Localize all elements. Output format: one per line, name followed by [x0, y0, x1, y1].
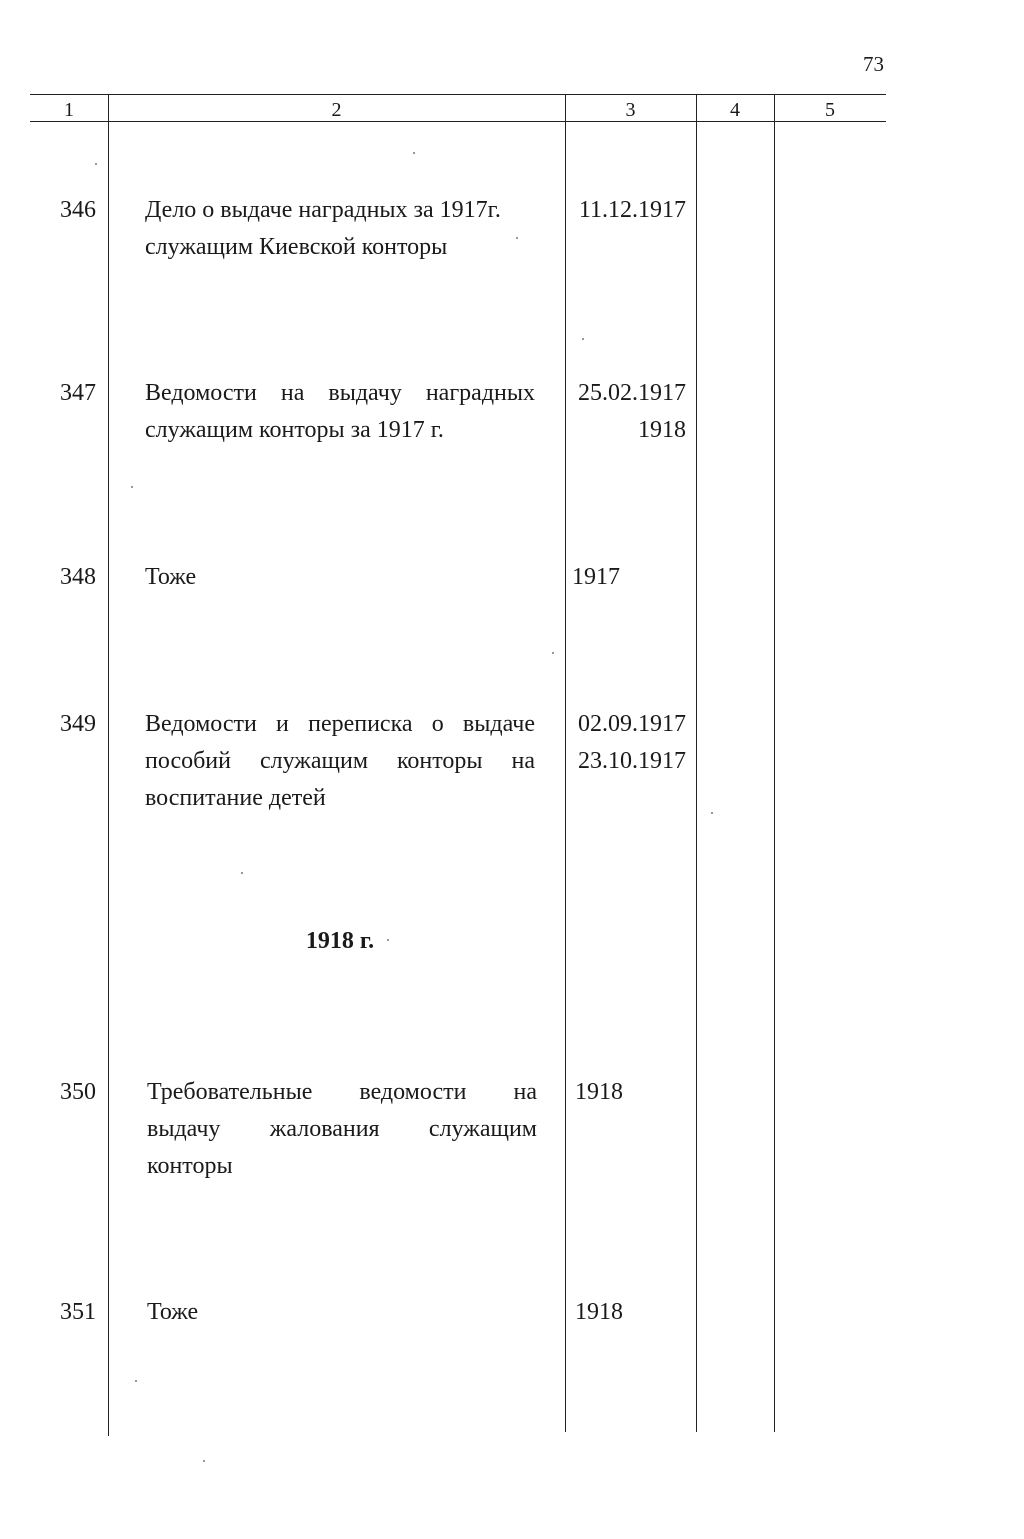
column-header-4: 4 — [730, 99, 740, 121]
row-description-351 — [147, 1294, 537, 1331]
row-dates-349 — [568, 706, 686, 780]
description-line: служащим конторы за 1917 г. — [145, 417, 444, 443]
row-number-349: 349 — [60, 711, 96, 737]
row-dates-347 — [568, 375, 686, 449]
scan-speck — [582, 338, 584, 340]
description-line: служащим Киевской конторы — [145, 234, 448, 260]
description-line: конторы — [147, 1153, 233, 1179]
row-number-351: 351 — [60, 1299, 96, 1325]
scan-speck — [135, 1380, 137, 1382]
description-line: Ведомости на выдачу наградных — [145, 380, 535, 406]
row-description-346 — [145, 192, 535, 266]
description-line: воспитание детей — [145, 785, 326, 811]
column-divider-1 — [108, 94, 109, 1436]
scan-speck — [241, 872, 243, 874]
scan-speck — [413, 152, 415, 154]
row-number-346: 346 — [60, 197, 96, 223]
row-number-348: 348 — [60, 564, 96, 590]
scan-speck — [387, 939, 389, 941]
row-description-349 — [145, 706, 535, 817]
description-line: пособий служащим конторы на — [145, 748, 535, 774]
page-number: 73 — [863, 52, 884, 76]
description-line: Дело о выдаче наградных за 1917г. — [145, 197, 501, 223]
description-line: Тоже — [147, 1299, 199, 1325]
column-divider-2 — [565, 94, 566, 1432]
date-line: 23.10.1917 — [578, 748, 686, 774]
date-line: 02.09.1917 — [578, 711, 686, 737]
row-dates-348 — [572, 559, 690, 596]
row-dates-346 — [568, 192, 686, 229]
scan-speck — [131, 486, 133, 488]
date-line: 25.02.1917 — [578, 380, 686, 406]
row-dates-351 — [575, 1294, 693, 1331]
column-header-2: 2 — [331, 99, 342, 121]
column-divider-3 — [696, 94, 697, 1432]
column-header-1: 1 — [64, 99, 74, 121]
scan-speck — [711, 812, 713, 814]
scan-speck — [516, 237, 518, 239]
date-line: 1918 — [575, 1299, 623, 1325]
date-line: 11.12.1917 — [578, 197, 686, 223]
date-line: 1918 — [575, 1079, 623, 1105]
section-heading-year: 1918 г. — [305, 928, 375, 954]
row-description-348 — [145, 559, 535, 596]
description-line: Ведомости и переписка о выдаче — [145, 711, 535, 737]
date-line: 1917 — [572, 564, 620, 590]
scan-speck — [552, 652, 554, 654]
date-line: 1918 — [638, 417, 686, 443]
column-header-3: 3 — [625, 99, 636, 121]
description-line: Тоже — [145, 564, 197, 590]
row-number-350: 350 — [60, 1079, 96, 1105]
scan-speck — [203, 1460, 205, 1462]
description-line: выдачу жалования служащим — [147, 1116, 537, 1142]
column-divider-4 — [774, 94, 775, 1432]
row-number-347: 347 — [60, 380, 96, 406]
column-header-5: 5 — [825, 99, 835, 121]
table-top-border — [30, 94, 886, 95]
row-dates-350 — [575, 1074, 693, 1111]
row-description-347 — [145, 375, 535, 449]
scan-speck — [95, 163, 97, 165]
description-line: Требовательные ведомости на — [147, 1079, 537, 1105]
row-description-350 — [147, 1074, 537, 1185]
